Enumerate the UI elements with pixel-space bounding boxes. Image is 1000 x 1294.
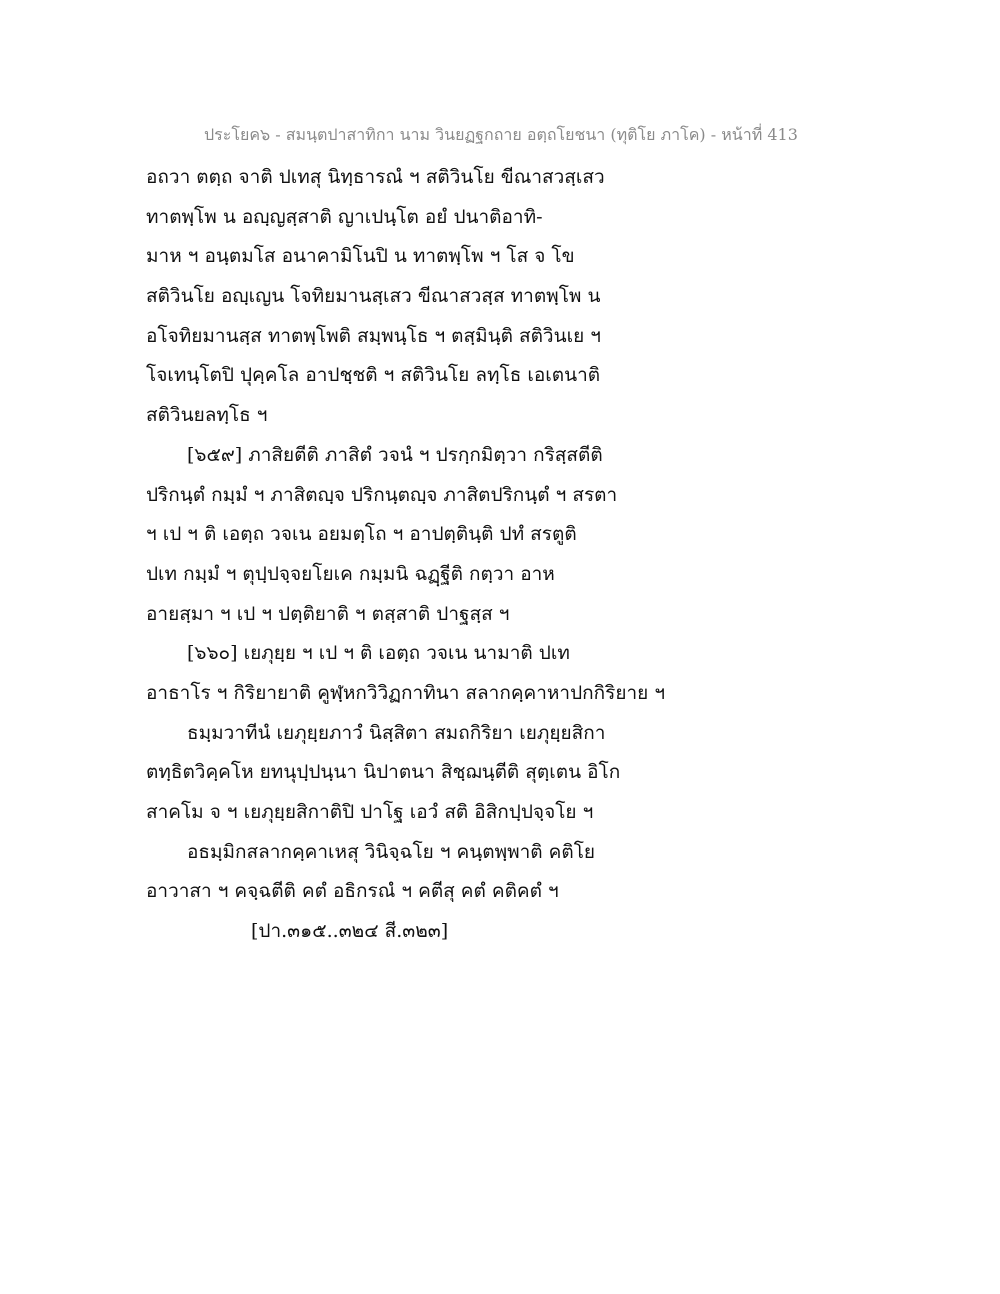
text-line: ปเท กมฺมํ ฯ ตุปฺปจฺจยโยเค กมฺมนิ ฉฏฺฐีติ กตฺวา อาห <box>146 562 555 585</box>
paragraph-start-line: [๖๕๙] ภาสิยตีติ ภาสิตํ วจนํ ฯ ปรกฺกมิตฺวา กริสฺสตีติ <box>187 443 603 466</box>
body-text <box>146 158 786 952</box>
text-line: อโจทิยมานสฺส ทาตพฺโพติ สมฺพนฺโธ ฯ ตสฺมินฺติ สติวินเย ฯ <box>146 324 601 347</box>
text-line: อาวาสา ฯ คจฺฉตีติ คตํ อธิกรณํ ฯ คตีสุ คตํ คติคตํ ฯ <box>146 880 559 903</box>
text-line: ฯ เป ฯ ติ เอตฺถ วจเน อยมตฺโถ ฯ อาปตฺตินฺติ ปทํ สรตูติ <box>146 523 577 546</box>
text-line: โจเทนฺโตปิ ปุคฺคโล อาปชฺชติ ฯ สติวินโย ลทฺโธ เอเตนาติ <box>146 364 601 387</box>
page-reference: [ปา.๓๑๕..๓๒๔ สี.๓๒๓] <box>251 920 449 943</box>
text-line: ทาตพฺโพ น อญฺญสฺสาติ ญาเปนฺโต อยํ ปนาติอาทิ- <box>146 205 543 228</box>
paragraph-start-line: [๖๖๐] เยภุยฺย ฯ เป ฯ ติ เอตฺถ วจเน นามาติ ปเท <box>187 642 570 665</box>
text-line: อถวา ตตฺถ จาติ ปเทสุ นิทฺธารณํ ฯ สติวินโย ขีณาสวสฺเสว <box>146 166 605 188</box>
paragraph-start-line: ธมฺมวาทีนํ เยภุยฺยภาวํ นิสฺสิตา สมถกิริยา เยภุยฺยสิกา <box>187 721 606 744</box>
text-line: อายสฺมา ฯ เป ฯ ปตฺติยาติ ฯ ตสฺสาติ ปาฐสฺส ฯ <box>146 602 510 625</box>
text-line: ตทฺธิตวิคฺคโห ยทนุปฺปนฺนา นิปาตนา สิชฺฌนฺตีติ สุตฺเตน อิโก <box>146 761 621 784</box>
text-line: อาธาโร ฯ กิริยายาติ คูฬฺหกวิวิฏกาทินา สลากคฺคาหาปกกิริยาย ฯ <box>146 681 666 704</box>
text-line: สติวินโย อญฺเญน โจทิยมานสฺเสว ขีณาสวสฺส ทาตพฺโพ น <box>146 285 601 308</box>
text-line: ปริกนฺตํ กมฺมํ ฯ ภาสิตญฺจ ปริกนฺตญฺจ ภาสิตปริกนฺตํ ฯ สรตา <box>146 483 618 506</box>
text-line: มาห ฯ อนฺตมโส อนาคามิโนปิ น ทาตพฺโพ ฯ โส จ โข <box>146 245 575 268</box>
text-line: สติวินยลทฺโธ ฯ <box>146 404 268 427</box>
paragraph-start-line: อธมฺมิกสลากคฺคาเหสุ วินิจฺฉโย ฯ คนฺตพฺพาติ คติโย <box>187 840 596 863</box>
running-header: ประโยค๖ - สมนฺตปาสาทิกา นาม วินยฏฐกถาย อตฺถโยชนา (ทุติโย ภาโค) - หน้าที่ 413 <box>204 125 798 144</box>
text-line: สาคโม จ ฯ เยภุยฺยสิกาติปิ ปาโฐ เอวํ สติ อิสิกปฺปจฺจโย ฯ <box>146 801 594 823</box>
